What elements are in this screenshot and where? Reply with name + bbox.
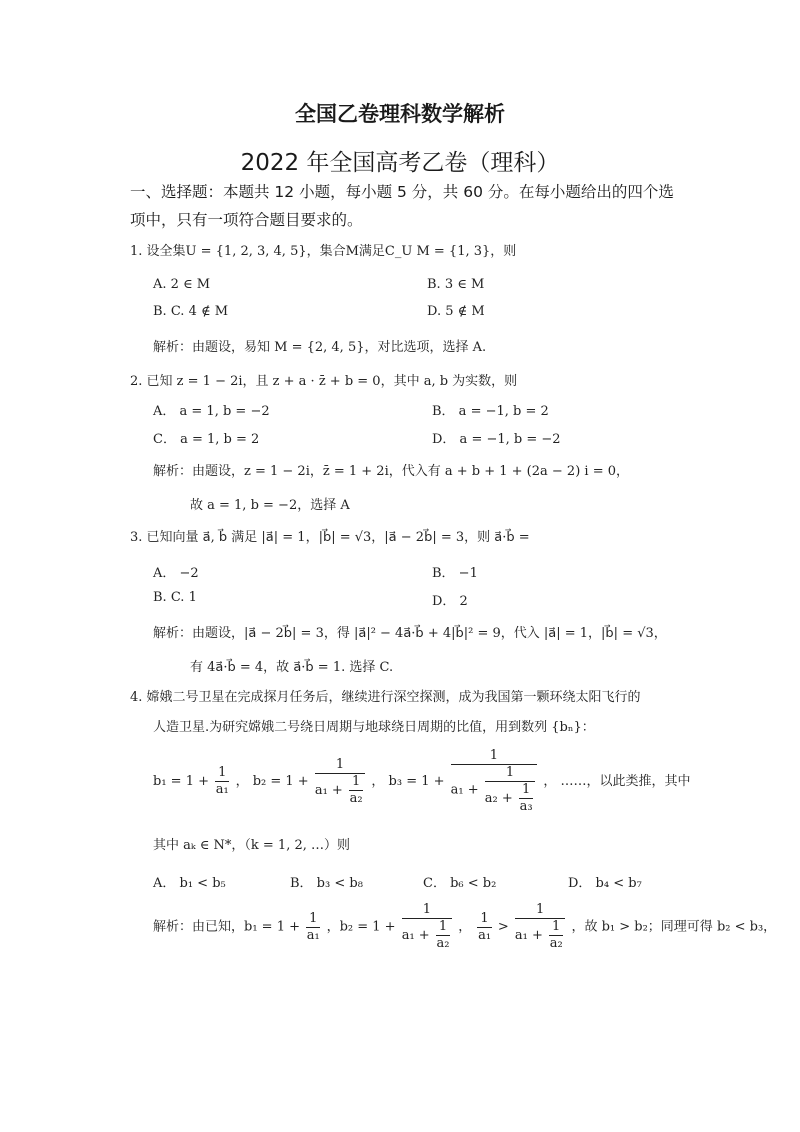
q4-option-c: C． b₆ < b₂ — [423, 876, 497, 891]
q4-analysis — [153, 902, 776, 952]
q4-analysis-b2: ，b₂ = 1 + — [326, 919, 396, 935]
b2-inner-denominator: a₂ — [349, 790, 363, 806]
q4-analysis-start: 解析：由已知，b₁ = 1 + — [153, 919, 300, 935]
q4-analysis-frac3 — [477, 911, 491, 944]
b3-innermost-numerator: 1 — [519, 782, 533, 799]
q4-analysis-frac2-num: 1 — [402, 902, 452, 919]
q4-analysis-frac2-inner-num: 1 — [436, 919, 450, 936]
q2-option-c: C． a = 1, b = 2 — [153, 432, 260, 447]
q2-stem: 2. 已知 z = 1 − 2i，且 z + a · z̄ + b = 0，其中 a, b 为实数，则 — [130, 374, 518, 389]
q4-analysis-gt: > — [497, 919, 509, 935]
b2-fraction-numerator: 1 — [315, 757, 365, 774]
q4-analysis-frac4-num: 1 — [515, 902, 565, 919]
b2-inner-numerator: 1 — [349, 774, 363, 791]
q4-analysis-frac4-den: a₁ + $\frac{1}{\text{a₂}}$ — [514, 919, 563, 951]
q3-option-a: A． −2 — [153, 566, 199, 581]
sequence-tail: ， ……，以此类推，其中 — [543, 774, 691, 789]
q4-analysis-frac1-den: a₁ — [306, 927, 320, 943]
q4-analysis-frac4-inner-den: a₂ — [549, 936, 563, 951]
b2-a1: a₁ — [314, 782, 328, 798]
b3-inner-numerator: 1 — [485, 765, 535, 782]
q3-analysis-line1: 解析：由题设，|a⃗ − 2b⃗| = 3，得 |a⃗|² − 4a⃗·b⃗ + 4|b⃗|² = 9，代入 |a⃗| = 1，|b⃗| = √3， — [153, 626, 667, 641]
q2-analysis-line2: 故 a = 1, b = −2，选择 A — [190, 498, 350, 513]
doc-subtitle: 2022 年全国高考乙卷（理科） — [240, 150, 560, 176]
q4-stem-line2: 人造卫星.为研究嫦娥二号绕日周期与地球绕日周期的比值，用到数列 {bₙ}： — [153, 720, 595, 735]
b3-inner-denominator: a₂ + $\frac{1}{\text{a₃}}$ — [484, 782, 533, 814]
q1-option-d: D. 5 ∉ M — [427, 304, 485, 319]
q4-option-d: D． b₄ < b₇ — [568, 876, 642, 891]
q2-option-d: D． a = −1, b = −2 — [432, 432, 561, 447]
section-heading-line1: 一、选择题：本题共 12 小题，每小题 5 分，共 60 分。在每小题给出的四个选 — [130, 183, 674, 201]
q4-analysis-frac1 — [306, 911, 320, 944]
q2-option-b: B． a = −1, b = 2 — [432, 404, 549, 419]
q3-stem: 3. 已知向量 a⃗, b⃗ 满足 |a⃗| = 1，|b⃗| = √3，|a⃗ − 2b⃗| = 3，则 a⃗·b⃗ = — [130, 530, 530, 545]
b3-inner-fraction — [485, 765, 535, 815]
b2-fraction-denominator: a₁ + $\frac{1}{\text{a₂}}$ — [314, 773, 363, 806]
b3-fraction-numerator: 1 — [451, 748, 538, 765]
q4-analysis-sep: ， — [458, 919, 472, 935]
q4-analysis-frac3-den: a₁ — [478, 927, 492, 943]
q1-stem: 1. 设全集U = {1, 2, 3, 4, 5}，集合M满足C_U M = {1, 3}，则 — [130, 244, 517, 259]
b2-inner-fraction — [349, 774, 363, 807]
doc-title: 全国乙卷理科数学解析 — [295, 102, 505, 126]
q4-analysis-frac2 — [402, 902, 452, 952]
q4-analysis-frac1-num: 1 — [306, 911, 320, 928]
q4-analysis-frac3-num: 1 — [477, 911, 491, 928]
q1-option-a: A. 2 ∈ M — [153, 277, 211, 292]
q3-analysis-line2: 有 4a⃗·b⃗ = 4，故 a⃗·b⃗ = 1. 选择 C. — [190, 660, 394, 675]
q2-analysis-line1: 解析：由题设，z = 1 − 2i，z̄ = 1 + 2i，代入有 a + b + 1 + (2a − 2) i = 0， — [153, 464, 629, 479]
q2-option-a: A． a = 1, b = −2 — [153, 404, 270, 419]
q4-analysis-frac4-a1: a₁ — [514, 928, 528, 943]
q3-option-d: D． 2 — [432, 594, 468, 609]
q1-option-c: B. C. 4 ∉ M — [153, 304, 229, 319]
b3-fraction-denominator: a₁ + 1 a₂ + $\frac{1}{\text{a₃}}$ — [451, 765, 538, 815]
q4-analysis-frac2-a1: a₁ — [401, 928, 415, 943]
q3-option-c: B. C. 1 — [153, 590, 197, 605]
q3-option-b: B． −1 — [432, 566, 478, 581]
q4-option-b: B． b₃ < b₈ — [290, 876, 363, 891]
q4-analysis-end: ，故 b₁ > b₂；同理可得 b₂ < b₃， — [571, 919, 777, 935]
b2-fraction — [315, 757, 365, 807]
b2-label: ， b₂ = 1 + — [235, 774, 309, 789]
b1-fraction-denominator: a₁ — [215, 782, 229, 797]
b3-innermost-denominator: a₃ — [519, 799, 533, 814]
b1-fraction — [215, 765, 229, 798]
b1-label: b₁ = 1 + — [153, 774, 209, 789]
q4-analysis-frac4-inner-num: 1 — [549, 919, 563, 936]
q4-analysis-frac2-inner-den: a₂ — [436, 936, 450, 951]
q4-analysis-frac4 — [515, 902, 565, 952]
b1-fraction-numerator: 1 — [215, 765, 229, 782]
q1-analysis: 解析：由题设，易知 M = {2, 4, 5}，对比选项，选择 A. — [153, 340, 487, 355]
q4-stem-line1: 4. 嫦娥二号卫星在完成探月任务后，继续进行深空探测，成为我国第一颗环绕太阳飞行的 — [130, 690, 641, 705]
b3-label: ， b₃ = 1 + — [371, 774, 445, 789]
q4-sequence-definition — [153, 748, 691, 815]
q4-condition: 其中 aₖ ∈ N*，（k = 1, 2, …）则 — [153, 838, 350, 853]
b3-a2: a₂ — [484, 791, 498, 806]
b3-fraction — [451, 748, 538, 815]
b3-innermost-fraction — [519, 782, 533, 815]
q1-option-b: B. 3 ∈ M — [427, 277, 485, 292]
section-heading-line2: 项中，只有一项符合题目要求的。 — [130, 211, 363, 229]
q4-option-a: A． b₁ < b₅ — [153, 876, 226, 891]
b3-a1: a₁ — [450, 782, 464, 798]
q4-analysis-frac2-den: a₁ + $\frac{1}{\text{a₂}}$ — [401, 919, 450, 951]
q4-analysis-frac4-inner — [549, 919, 563, 952]
q4-analysis-frac2-inner — [436, 919, 450, 952]
